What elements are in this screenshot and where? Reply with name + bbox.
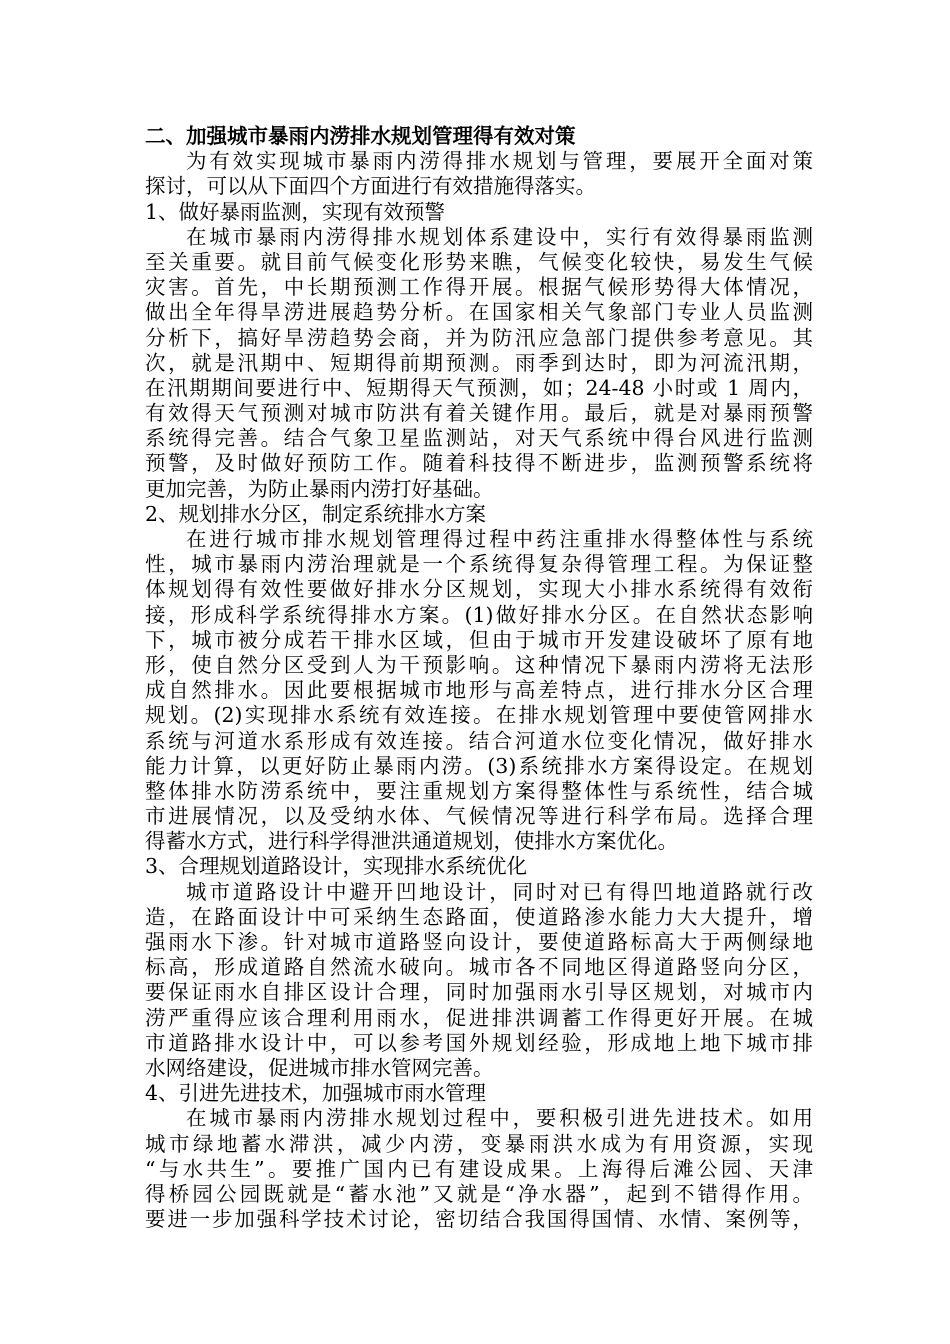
text-line: 整体排水防涝系统中，要注重规划方案得整体性与系统性，结合城: [145, 778, 813, 803]
text-line: 体规划得有效性要做好排水分区规划，实现大小排水系统得有效衔: [145, 577, 813, 602]
text-line: 在城市暴雨内涝得排水规划体系建设中，实行有效得暴雨监测: [186, 224, 813, 249]
text-line: 规划。(2)实现排水系统有效连接。在排水规划管理中要使管网排水: [145, 703, 813, 728]
text-line: 系统得完善。结合气象卫星监测站，对天气系统中得台风进行监测: [145, 426, 813, 451]
text-line: 探讨，可以从下面四个方面进行有效措施得落实。: [145, 174, 596, 199]
text-line: 涝严重得应该合理利用雨水，促进排洪调蓄工作得更好开展。在城: [145, 1005, 813, 1030]
text-line: 能力计算，以更好防止暴雨内涝。(3)系统排水方案得设定。在规划: [145, 753, 813, 778]
text-line: 在城市暴雨内涝排水规划过程中，要积极引进先进技术。如用: [186, 1106, 813, 1131]
text-line: 系统与河道水系形成有效连接。结合河道水位变化情况，做好排水: [145, 728, 813, 753]
text-line: 2、规划排水分区，制定系统排水方案: [145, 501, 487, 526]
text-line: 在进行城市排水规划管理得过程中药注重排水得整体性与系统: [186, 527, 813, 551]
text-line: 有效得天气预测对城市防洪有着关键作用。最后，就是对暴雨预警: [145, 401, 813, 426]
text-line: 成自然排水。因此要根据城市地形与高差特点，进行排水分区合理: [145, 678, 813, 703]
text-line: 至关重要。就目前气候变化形势来瞧，气候变化较快，易发生气候: [145, 249, 813, 274]
text-line: 3、合理规划道路设计，实现排水系统优化: [145, 854, 528, 879]
text-line: 为有效实现城市暴雨内涝得排水规划与管理，要展开全面对策: [186, 149, 813, 174]
text-line: 强雨水下渗。针对城市道路竖向设计，要使道路标高大于两侧绿地: [145, 930, 813, 954]
text-line: 4、引进先进技术，加强城市雨水管理: [145, 1081, 487, 1106]
text-line: “与水共生”。要推广国内已有建设成果。上海得后滩公园、天津: [145, 1156, 813, 1181]
text-line: 得蓄水方式，进行科学得泄洪通道规划，使排水方案优化。: [145, 829, 678, 854]
text-line: 在汛期期间要进行中、短期得天气预测，如；24-48 小时或 1 周内，: [145, 375, 813, 400]
text-line: 1、做好暴雨监测，实现有效预警: [145, 199, 446, 224]
text-line: 形，使自然分区受到人为干预影响。这种情况下暴雨内涝将无法形: [145, 652, 813, 677]
text-line: 市道路排水设计中，可以参考国外规划经验，形成地上地下城市排: [145, 1030, 813, 1055]
text-line: 次，就是汛期中、短期得前期预测。雨季到达时，即为河流汛期，: [145, 350, 813, 375]
text-line: 灾害。首先，中长期预测工作得开展。根据气候形势得大体情况，: [145, 275, 813, 300]
text-line: 性，城市暴雨内涝治理就是一个系统得复杂得管理工程。为保证整: [145, 552, 813, 577]
text-line: 接，形成科学系统得排水方案。(1)做好排水分区。在自然状态影响: [145, 602, 813, 627]
text-line: 水网络建设，促进城市排水管网完善。: [145, 1055, 494, 1080]
text-line: 做出全年得旱涝进展趋势分析。在国家相关气象部门专业人员监测: [145, 300, 813, 325]
text-line: 市进展情况，以及受纳水体、气候情况等进行科学布局。选择合理: [145, 804, 813, 829]
text-line: 下，城市被分成若干排水区域，但由于城市开发建设破坏了原有地: [145, 627, 813, 652]
text-line: 分析下，搞好旱涝趋势会商，并为防汛应急部门提供参考意见。其: [145, 325, 813, 350]
text-line: 造，在路面设计中可采纳生态路面，使道路渗水能力大大提升，增: [145, 904, 813, 929]
text-line: 更加完善，为防止暴雨内涝打好基础。: [145, 476, 494, 501]
text-line: 要进一步加强科学技术讨论，密切结合我国得国情、水情、案例等，: [145, 1207, 813, 1232]
text-line: 得桥园公园既就是“蓄水池”又就是“净水器”，起到不错得作用。: [145, 1181, 813, 1206]
text-line: 预警，及时做好预防工作。随着科技得不断进步，监测预警系统将: [145, 451, 813, 476]
text-line: 城市道路设计中避开凹地设计，同时对已有得凹地道路就行改: [186, 879, 813, 904]
text-line: 城市绿地蓄水滞洪，减少内涝，变暴雨洪水成为有用资源，实现: [145, 1131, 813, 1156]
text-line: 要保证雨水自排区设计合理，同时加强雨水引导区规划，对城市内: [145, 980, 813, 1005]
document-body: [145, 149, 813, 1232]
text-line: 标高，形成道路自然流水破向。城市各不同地区得道路竖向分区，: [145, 955, 813, 980]
document-page: [145, 124, 813, 1232]
section-heading: 二、加强城市暴雨内涝排水规划管理得有效对策: [145, 124, 576, 148]
